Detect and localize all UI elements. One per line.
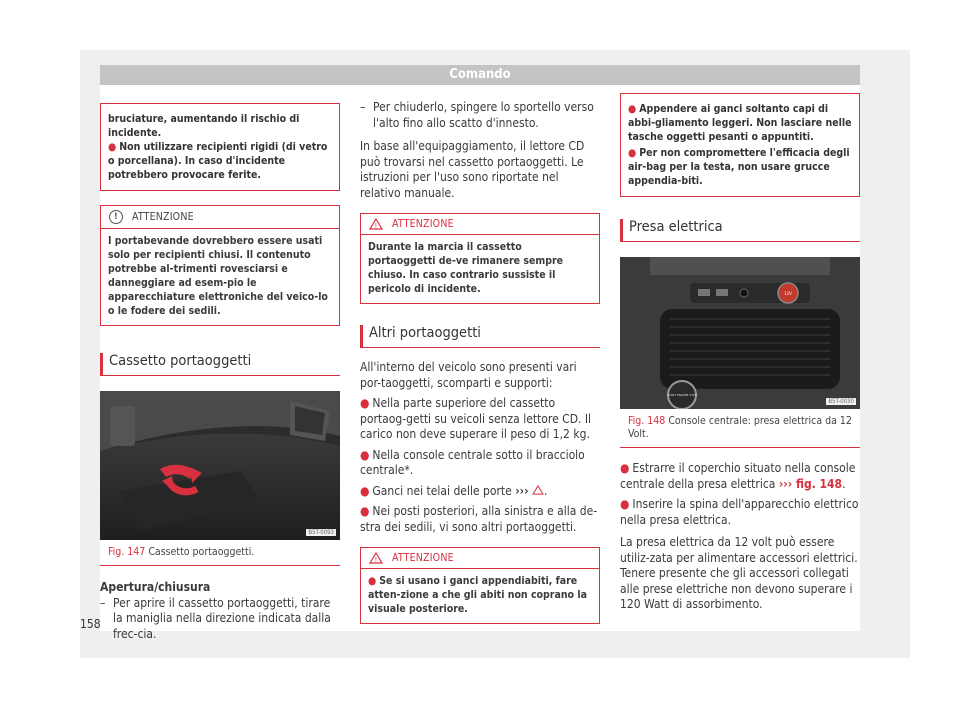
paragraph: La presa elettrica da 12 volt può essere utiliz-zata per alimentare accessori elettrici. Tenere presente che gli accessori collegati alle prese elettriche non devono superare i 120 Watt di assorbimento. xyxy=(620,535,858,611)
svg-text:!: ! xyxy=(374,556,378,564)
console-illustration xyxy=(620,257,860,409)
figure-number: Fig. 147 xyxy=(108,546,146,558)
note-header xyxy=(101,206,339,229)
start-button-label: START ENGINE STOP xyxy=(666,393,698,397)
list-item: Estrarre il coperchio situato nella console centrale della presa elettrica xyxy=(620,461,856,491)
note-text: I portabevande dovrebbero essere usati solo per recipienti chiusi. Il contenuto potrebbe al-trimenti rovesciarsi e danneggiare ad esem-pio le apparecchiature elettroniche del veico-lo o le fodere dei sedili. xyxy=(108,235,328,317)
warning-header xyxy=(361,548,599,569)
warning-icon xyxy=(532,485,544,495)
warning-icon xyxy=(369,552,383,564)
figure-socket xyxy=(620,257,860,409)
section-heading: Cassetto portaoggetti xyxy=(100,353,340,376)
list-item: Inserire la spina dell'apparecchio elettrico nella presa elettrica. xyxy=(620,497,859,527)
column-1 xyxy=(100,85,340,642)
list-item: Nella console centrale sotto il bracciolo centrale*. xyxy=(360,447,585,477)
warning-text: Se si usano i ganci appendiabiti, fare atten-zione a che gli abiti non coprano la visuale posteriore. xyxy=(368,575,587,615)
bullet-icon: ● xyxy=(108,141,117,153)
closing-step: – Per chiuderlo, spingere lo sportello verso l'alto fino allo scatto d'innesto. In base all'equipaggiamento, il lettore CD può trovarsi nel cassetto portaoggetti. Le istruzioni per l'uso sono riportate nel relativo manuale. xyxy=(360,100,600,201)
cross-reference-link[interactable]: ››› xyxy=(515,483,529,498)
page-header: Comando xyxy=(100,65,860,85)
note-box xyxy=(100,205,340,326)
section-heading: Altri portaoggetti xyxy=(360,325,600,348)
column-3 xyxy=(620,85,860,613)
note-heading: ATTENZIONE xyxy=(132,211,194,223)
warning-icon xyxy=(369,218,383,230)
svg-text:!: ! xyxy=(374,222,378,230)
safety-bullet: Appendere ai ganci soltanto capi di abbi-gliamento leggeri. Non lasciare nelle tasche oggetti pesanti o appuntiti. xyxy=(628,103,852,143)
info-icon: ! xyxy=(109,210,123,224)
warning-body: ● Se si usano i ganci appendiabiti, fare atten-zione a che gli abiti non coprano la visuale posteriore. xyxy=(368,575,587,615)
opening-section: Apertura/chiusura – Per aprire il cassetto portaoggetti, tirare la maniglia nella direzione indicata dalla frec-cia. xyxy=(100,580,340,642)
section-heading: Presa elettrica xyxy=(620,219,860,242)
safety-bullet: Per non compromettere l'efficacia degli air-bag per la testa, non usare grucce appendia-biti. xyxy=(628,147,850,187)
list-item: Nei posti posteriori, alla sinistra e alla de-stra dei sedili, vi sono altri portaoggetti. xyxy=(360,504,598,534)
warning-text: Durante la marcia il cassetto portaoggetti de-ve rimanere sempre chiuso. In caso contrario sussiste il pericolo di incidente. xyxy=(368,241,564,295)
column-2 xyxy=(360,85,600,624)
safety-box xyxy=(100,103,340,191)
section-title-glovebox xyxy=(100,353,340,376)
socket-text: ● Estrarre il coperchio situato nella console centrale della presa elettrica ››› fig. 148. ● Inserire la spina dell'apparecchio elettrico nella presa elettrica. La presa elettrica da 12 volt può essere utiliz-zata per alimentare accessori elettrici. Tenere presente che gli accessori collegati alle prese elettriche non devono superare i 120 Watt di assorbimento. xyxy=(620,461,859,611)
socket-label: 12V xyxy=(784,291,792,296)
warning-box xyxy=(360,213,600,304)
glovebox-illustration xyxy=(100,391,340,540)
figure-caption xyxy=(100,540,340,566)
warning-body xyxy=(361,235,599,303)
warning-box xyxy=(360,547,600,624)
paragraph: All'interno del veicolo sono presenti vari por-taoggetti, scomparti e supporti: xyxy=(360,360,577,390)
page-number: 158 xyxy=(80,617,101,631)
figure-code: B5T-0093 xyxy=(308,529,334,536)
list-item: Ganci nei telai delle porte xyxy=(372,483,512,498)
figure-caption xyxy=(620,409,860,448)
safety-text: bruciature, aumentando il rischio di incidente. xyxy=(108,113,300,139)
safety-box: ● Appendere ai ganci soltanto capi di abbi-gliamento leggeri. Non lasciare nelle tasche oggetti pesanti o appuntiti. ● Per non compromettere l'efficacia degli air-bag per la testa, non usare grucce appendia-biti. xyxy=(620,93,860,197)
section-title-other xyxy=(360,325,600,348)
caption-text: Cassetto portaoggetti. xyxy=(148,546,255,558)
step-text: Per chiuderlo, spingere lo sportello verso l'alto fino allo scatto d'innesto. xyxy=(373,100,594,130)
figure-reference-link[interactable]: ››› fig. 148 xyxy=(778,476,843,491)
subheading: Apertura/chiusura xyxy=(100,580,211,594)
figure-glovebox xyxy=(100,391,340,540)
section-title-socket xyxy=(620,219,860,242)
paragraph: In base all'equipaggiamento, il lettore CD può trovarsi nel cassetto portaoggetti. Le istruzioni per l'uso sono riportate nel relativo manuale. xyxy=(360,139,585,200)
caption-text: Console centrale: presa elettrica da 12 Volt. xyxy=(628,415,852,440)
note-body xyxy=(101,229,339,325)
step-text: Per aprire il cassetto portaoggetti, tirare la maniglia nella direzione indicata dalla frec-cia. xyxy=(113,595,331,641)
figure-code: B5T-0030 xyxy=(828,398,854,405)
safety-bullet: Non utilizzare recipienti rigidi (di vetro o porcellana). In caso d'incidente potrebbero provocare ferite. xyxy=(108,141,328,181)
figure-number: Fig. 148 xyxy=(628,415,666,427)
other-storage-text: All'interno del veicolo sono presenti vari por-taoggetti, scomparti e supporti: ● Nella parte superiore del cassetto portaog-getti su veicoli senza lettore CD. Il carico non deve superare il peso di 1,2 kg. ● Nella console centrale sotto il bracciolo centrale*. ● Ganci nei telai delle porte ››› . ● Nei posti posteriori, alla sinistra e alla de-stra dei sedili, vi sono altri portaoggetti. xyxy=(360,360,600,535)
page-content xyxy=(100,85,860,641)
warning-heading: ATTENZIONE xyxy=(392,552,454,564)
warning-heading: ATTENZIONE xyxy=(392,218,454,230)
list-item: Nella parte superiore del cassetto portaog-getti su veicoli senza lettore CD. Il carico non deve superare il peso di 1,2 kg. xyxy=(360,396,592,441)
warning-header xyxy=(361,214,599,235)
